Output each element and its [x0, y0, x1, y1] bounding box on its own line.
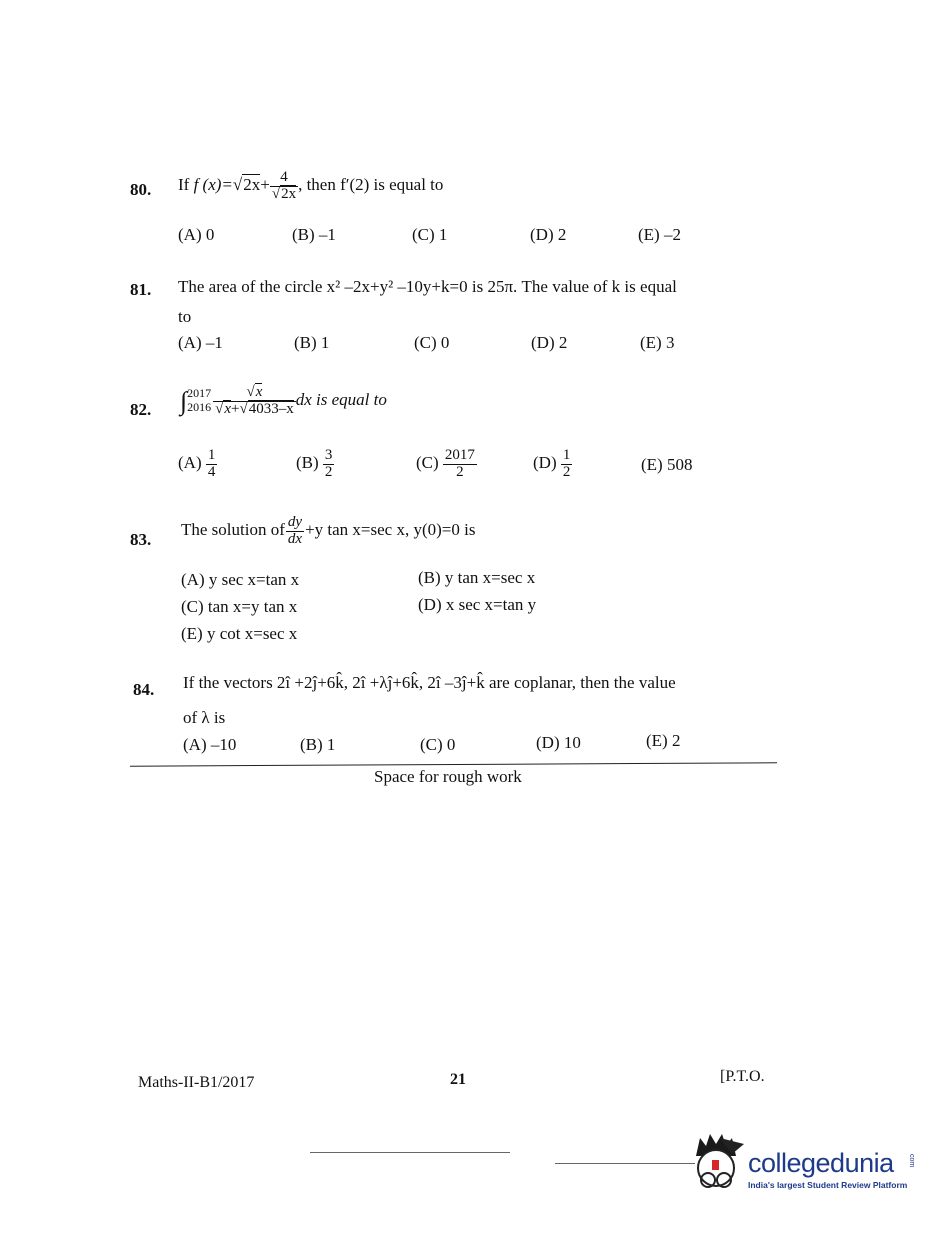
- q82-den-a: x: [224, 400, 232, 417]
- q81-question-cont: to: [178, 307, 192, 326]
- q82-lower-limit: 2016: [187, 400, 212, 415]
- q82-option-b-label: (B): [296, 453, 319, 473]
- q83-question: [181, 515, 475, 548]
- q82-option-c-label: (C): [416, 453, 439, 473]
- q82-option-d-label: (D): [533, 453, 557, 473]
- q82-option-d-den: 2: [562, 463, 571, 480]
- q82-option-a-num: 1: [207, 447, 216, 463]
- q83-option-e[interactable]: (E) y cot x=sec x: [181, 624, 298, 643]
- q81-option-d[interactable]: (D) 2: [531, 333, 568, 352]
- q82-option-b[interactable]: [296, 448, 334, 481]
- q84-question: If the vectors 2î +2ĵ+6k̂, 2î +λĵ+6k̂, 2î –3ĵ+k̂ are coplanar, then the value: [183, 673, 676, 692]
- q80-frac-num: 4: [270, 170, 298, 187]
- q83-trail: +y tan x=sec x, y(0)=0 is: [305, 520, 476, 540]
- collegedunia-com: com: [908, 1154, 915, 1168]
- q82-question: [180, 385, 387, 418]
- q82-upper-limit: 2017: [187, 386, 212, 401]
- q82-option-a[interactable]: [178, 448, 217, 481]
- q80-sqrt: 2x: [243, 175, 261, 195]
- q81-option-e[interactable]: (E) 3: [640, 333, 675, 352]
- q84-option-e[interactable]: (E) 2: [646, 731, 681, 750]
- q84-option-b[interactable]: (B) 1: [300, 735, 336, 754]
- q80-option-d[interactable]: (D) 2: [530, 225, 567, 244]
- pto-label: [P.T.O.: [720, 1068, 765, 1085]
- q81-option-a[interactable]: (A) –1: [178, 333, 223, 352]
- scan-line-right: [555, 1163, 695, 1164]
- q81-option-c[interactable]: (C) 0: [414, 333, 450, 352]
- q82-option-c[interactable]: [416, 448, 477, 481]
- q84-option-d[interactable]: (D) 10: [536, 733, 581, 752]
- q82-den-plus: +: [231, 400, 240, 417]
- collegedunia-tagline: India's largest Student Review Platform: [748, 1180, 908, 1190]
- q82-option-d[interactable]: [533, 448, 572, 481]
- collegedunia-mascot-icon: [686, 1130, 746, 1194]
- q83-option-d[interactable]: (D) x sec x=tan y: [418, 595, 537, 614]
- q80-trail: , then f′(2) is equal to: [298, 175, 444, 195]
- q84-option-a[interactable]: (A) –10: [183, 735, 237, 754]
- q84-option-c[interactable]: (C) 0: [420, 735, 456, 754]
- q80-option-e[interactable]: (E) –2: [638, 225, 681, 244]
- q83-lead: The solution of: [181, 520, 285, 540]
- q84-question-cont: of λ is: [183, 708, 226, 727]
- q82-option-e[interactable]: (E) 508: [641, 455, 693, 474]
- q82-trail: dx is equal to: [295, 390, 387, 410]
- q82-option-a-den: 4: [207, 463, 216, 480]
- integral-icon: ∫: [180, 386, 188, 416]
- q80-option-a[interactable]: (A) 0: [178, 225, 215, 244]
- q83-frac-den: dx: [287, 530, 303, 547]
- q80-fraction: $\frac{4}{√2x}$: [271, 169, 297, 202]
- q82-den-b: 4033–x: [248, 400, 294, 417]
- q82-fraction: $\frac{√x}{√x+√4033-x}$: [215, 384, 294, 417]
- paper-code: Maths-II-B1/2017: [138, 1074, 255, 1091]
- q80-fx: f (x)=: [193, 175, 233, 195]
- q80-lead: If: [178, 175, 190, 195]
- q82-option-d-num: 1: [562, 447, 571, 463]
- q83-number: 83.: [130, 530, 152, 549]
- q83-option-c[interactable]: (C) tan x=y tan x: [181, 597, 298, 616]
- q82-option-c-den: 2: [456, 463, 464, 480]
- collegedunia-logo: collegedunia: [748, 1148, 894, 1178]
- page-number: 21: [450, 1071, 466, 1088]
- q83-frac-num: dy: [287, 514, 303, 530]
- q80-number: 80.: [130, 180, 152, 199]
- q82-num: x: [255, 384, 263, 400]
- q82-number: 82.: [130, 400, 152, 419]
- q80-plus: +: [260, 175, 270, 195]
- q83-option-a[interactable]: (A) y sec x=tan x: [181, 570, 300, 589]
- q80-option-b[interactable]: (B) –1: [292, 225, 336, 244]
- q80-question: If f (x)=√2x+ $\frac{4}{√2x}$ , then f′(2) is equal to: [178, 169, 444, 202]
- q82-option-c-num: 2017: [444, 447, 475, 463]
- q82-option-b-num: 3: [324, 447, 333, 463]
- q81-number: 81.: [130, 280, 152, 299]
- rough-work-label: Space for rough work: [374, 767, 522, 786]
- scan-line-left: [310, 1152, 510, 1153]
- q81-question: The area of the circle x² –2x+y² –10y+k=0 is 25π. The value of k is equal: [178, 277, 677, 296]
- q84-number: 84.: [133, 680, 155, 699]
- q80-frac-den: 2x: [281, 185, 297, 202]
- q80-option-c[interactable]: (C) 1: [412, 225, 448, 244]
- q83-option-b[interactable]: (B) y tan x=sec x: [418, 568, 536, 587]
- q82-option-b-den: 2: [324, 463, 333, 480]
- q81-option-b[interactable]: (B) 1: [294, 333, 330, 352]
- q82-option-a-label: (A): [178, 453, 202, 473]
